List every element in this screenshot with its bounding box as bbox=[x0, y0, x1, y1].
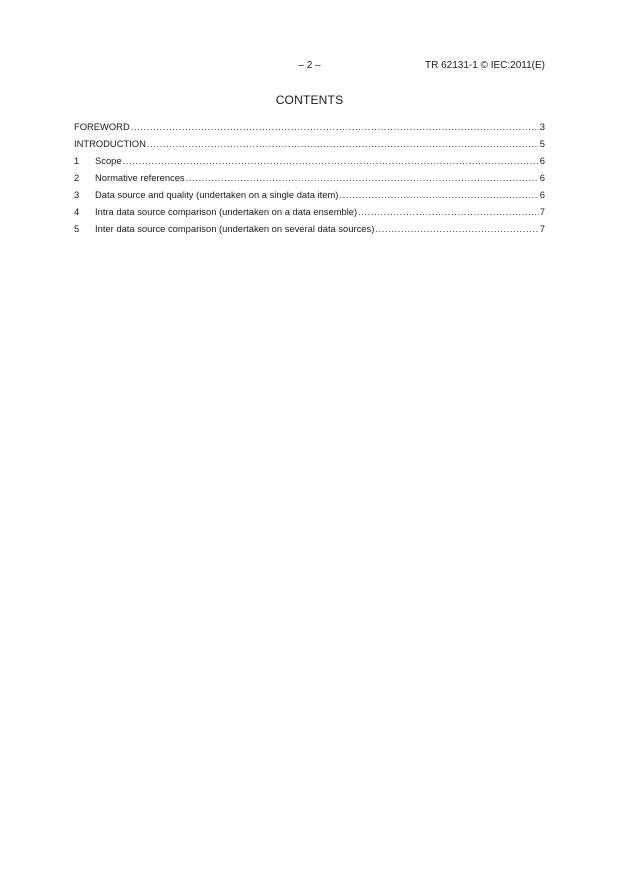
toc-leader-dots bbox=[147, 135, 539, 152]
toc-entry-title: Intra data source comparison (undertaken on a data ensemble) bbox=[95, 206, 358, 217]
toc-leader-dots bbox=[339, 186, 538, 203]
toc-entry-intra-data-source[interactable] bbox=[74, 203, 545, 220]
toc-leader-dots bbox=[131, 118, 539, 135]
page-number: – 2 – bbox=[298, 60, 321, 71]
toc-entry-data-source-quality[interactable] bbox=[74, 186, 545, 203]
toc-leader-dots bbox=[123, 152, 539, 169]
toc-entry-number: 5 bbox=[74, 223, 80, 234]
toc-leader-dots bbox=[186, 169, 539, 186]
toc-entry-page: 6 bbox=[539, 189, 545, 200]
toc-entry-title: Data source and quality (undertaken on a single data item) bbox=[95, 189, 339, 200]
toc-entry-number: 4 bbox=[74, 206, 80, 217]
toc-entry-title: INTRODUCTION bbox=[74, 138, 146, 149]
toc-entry-page: 6 bbox=[539, 172, 545, 183]
toc-entry-foreword[interactable] bbox=[74, 118, 545, 135]
toc-entry-title: Inter data source comparison (undertaken on several data sources) bbox=[95, 223, 375, 234]
toc-entry-title: Scope bbox=[95, 155, 122, 166]
toc-leader-dots bbox=[375, 220, 538, 237]
toc-entry-normative-references[interactable] bbox=[74, 169, 545, 186]
toc-entry-number: 3 bbox=[74, 189, 80, 200]
toc-entry-title: Normative references bbox=[95, 172, 185, 183]
contents-title: CONTENTS bbox=[275, 93, 344, 107]
toc-entry-page: 7 bbox=[539, 206, 545, 217]
table-of-contents bbox=[74, 118, 545, 237]
document-reference: TR 62131-1 © IEC:2011(E) bbox=[424, 60, 545, 71]
toc-entry-title: FOREWORD bbox=[74, 121, 130, 132]
toc-entry-inter-data-source[interactable] bbox=[74, 220, 545, 237]
toc-entry-page: 6 bbox=[539, 155, 545, 166]
toc-entry-page: 7 bbox=[539, 223, 545, 234]
toc-entry-number: 2 bbox=[74, 172, 80, 183]
toc-entry-page: 5 bbox=[539, 138, 545, 149]
toc-entry-scope[interactable] bbox=[74, 152, 545, 169]
page-header bbox=[74, 60, 545, 74]
toc-entry-number: 1 bbox=[74, 155, 80, 166]
toc-entry-introduction[interactable] bbox=[74, 135, 545, 152]
toc-entry-page: 3 bbox=[539, 121, 545, 132]
toc-leader-dots bbox=[358, 203, 539, 220]
